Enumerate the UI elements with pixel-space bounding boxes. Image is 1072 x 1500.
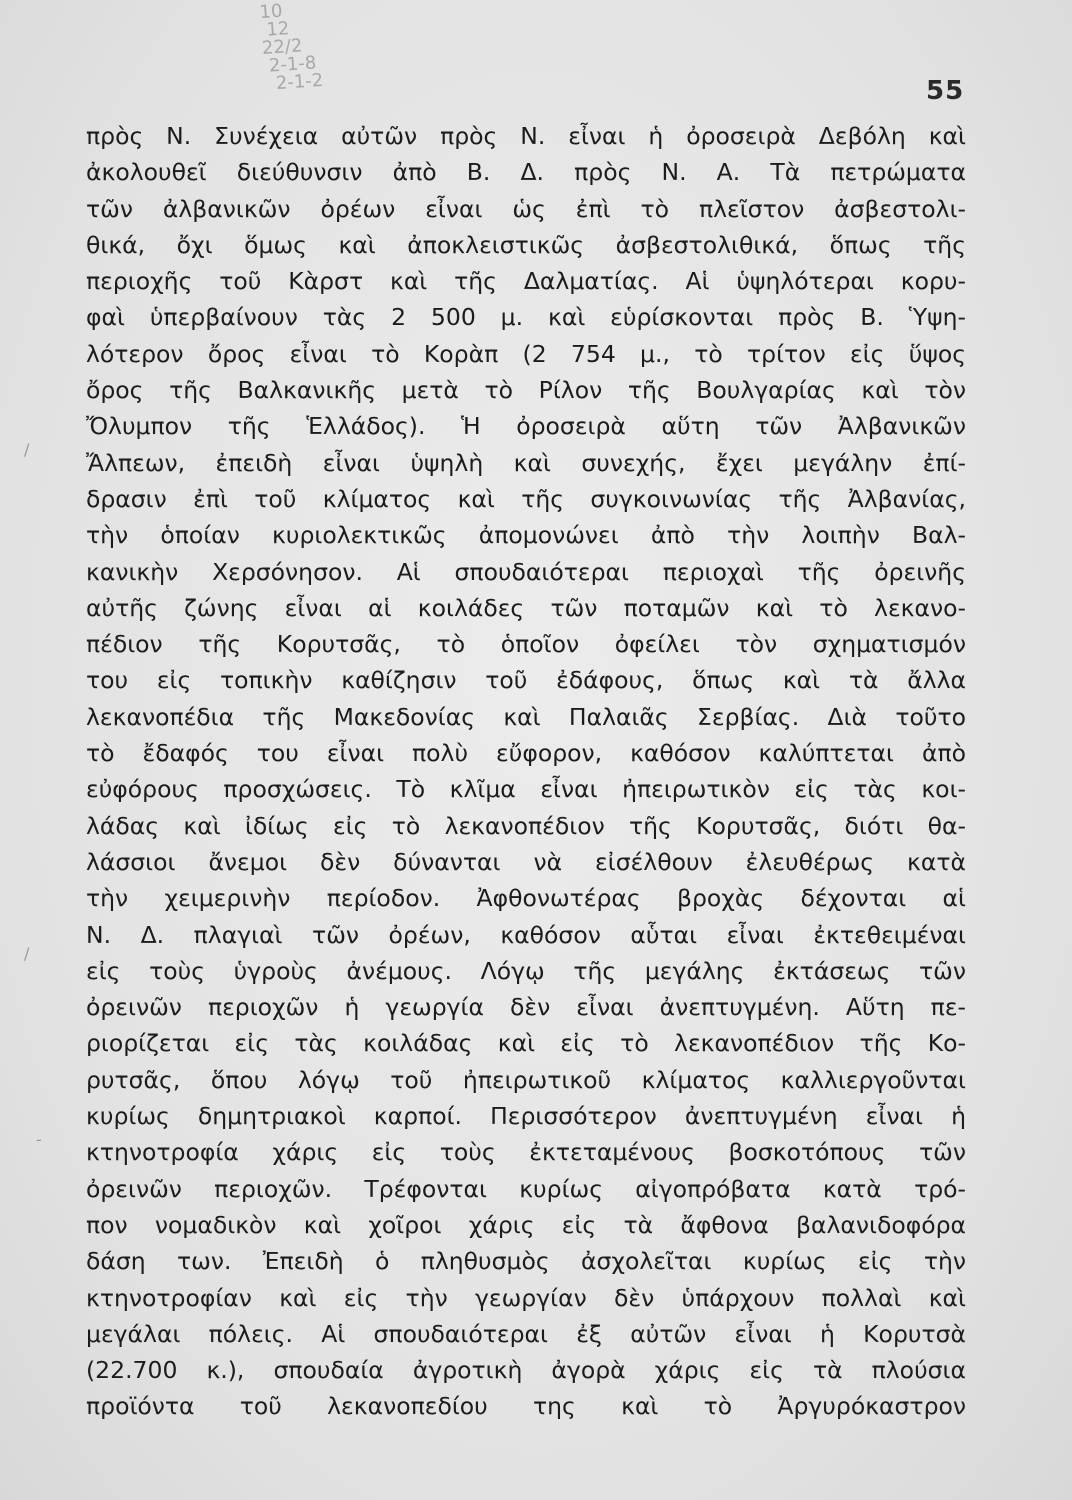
text-line: δάση των. Ἐπειδὴ ὁ πληθυσμὸς ἀσχολεῖται κυρίως εἰς τὴν <box>86 1247 966 1276</box>
text-line: τὴν χειμερινὴν περίοδον. Ἀφθονωτέρας βροχὰς δέχονται αἱ <box>86 884 966 913</box>
text-line: τὴν ὁποίαν κυριολεκτικῶς ἀπομονώνει ἀπὸ τὴν λοιπὴν Βαλ- <box>86 521 966 550</box>
text-line: κτηνοτροφίαν καὶ εἰς τὴν γεωργίαν δὲν ὑπάρχουν πολλαὶ καὶ <box>86 1283 966 1312</box>
text-line: προϊόντα τοῦ λεκανοπεδίου της καὶ τὸ Ἀργυρόκαστρον <box>86 1392 966 1421</box>
text-line: τῶν ἀλβανικῶν ὀρέων εἶναι ὡς ἐπὶ τὸ πλεῖστον ἀσβεστολι- <box>86 194 966 223</box>
text-line: ριορίζεται εἰς τὰς κοιλάδας καὶ εἰς τὸ λεκανοπέδιον τῆς Κο- <box>86 1029 966 1058</box>
text-line: κτηνοτροφία χάρις εἰς τοὺς ἐκτεταμένους βοσκοτόπους τῶν <box>86 1138 966 1167</box>
body-text <box>86 118 966 1425</box>
margin-mark: / <box>24 440 30 459</box>
text-line: ὄρος τῆς Βαλκανικῆς μετὰ τὸ Ρίλον τῆς Βουλγαρίας καὶ τὸν <box>86 376 966 405</box>
text-line: φαὶ ὑπερβαίνουν τὰς 2 500 μ. καὶ εὑρίσκονται πρὸς Β. Ὑψη- <box>86 303 966 332</box>
text-line: κυρίως δημητριακοὶ καρποί. Περισσότερον ἀνεπτυγμένη εἶναι ἡ <box>86 1102 966 1131</box>
text-line: Ὄλυμπον τῆς Ἑλλάδος). Ἡ ὀροσειρὰ αὕτη τῶν Ἀλβανικῶν <box>86 412 966 441</box>
text-line: εἰς τοὺς ὑγροὺς ἀνέμους. Λόγῳ τῆς μεγάλης ἐκτάσεως τῶν <box>86 956 966 985</box>
text-line: δρασιν ἐπὶ τοῦ κλίματος καὶ τῆς συγκοινωνίας τῆς Ἀλβανίας, <box>86 484 966 513</box>
text-line: τὸ ἔδαφός του εἶναι πολὺ εὔφορον, καθόσον καλύπτεται ἀπὸ <box>86 739 966 768</box>
text-line: του εἰς τοπικὴν καθίζησιν τοῦ ἐδάφους, ὅπως καὶ τὰ ἄλλα <box>86 666 966 695</box>
text-line: λάσσιοι ἄνεμοι δὲν δύνανται νὰ εἰσέλθουν ἐλευθέρως κατὰ <box>86 847 966 876</box>
text-line: περιοχῆς τοῦ Κὰρστ καὶ τῆς Δαλματίας. Αἱ ὑψηλότεραι κορυ- <box>86 267 966 296</box>
text-line: αὐτῆς ζώνης εἶναι αἱ κοιλάδες τῶν ποταμῶν καὶ τὸ λεκανο- <box>86 593 966 622</box>
page-number: 55 <box>926 76 965 106</box>
text-line: (22.700 κ.), σπουδαία ἀγροτικὴ ἀγορὰ χάρις εἰς τὰ πλούσια <box>86 1356 966 1385</box>
text-line: πέδιον τῆς Κορυτσᾶς, τὸ ὁποῖον ὀφείλει τὸν σχηματισμόν <box>86 630 966 659</box>
pencil-annotation: 10 12 22/2 2-1-8 2-1-2 <box>258 0 324 95</box>
text-line: λότερον ὄρος εἶναι τὸ Κορὰπ (2 754 μ., τὸ τρίτον εἰς ὕψος <box>86 339 966 368</box>
text-line: κανικὴν Χερσόνησον. Αἱ σπουδαιότεραι περιοχαὶ τῆς ὀρεινῆς <box>86 557 966 586</box>
text-line: λάδας καὶ ἰδίως εἰς τὸ λεκανοπέδιον τῆς Κορυτσᾶς, διότι θα- <box>86 811 966 840</box>
text-line: Ἄλπεων, ἐπειδὴ εἶναι ὑψηλὴ καὶ συνεχής, ἔχει μεγάλην ἐπί- <box>86 448 966 477</box>
text-line: Ν. Δ. πλαγιαὶ τῶν ὀρέων, καθόσον αὗται εἶναι ἐκτεθειμέναι <box>86 920 966 949</box>
margin-mark: / <box>24 944 30 963</box>
text-line: ὀρεινῶν περιοχῶν ἡ γεωργία δὲν εἶναι ἀνεπτυγμένη. Αὕτη πε- <box>86 993 966 1022</box>
text-line: μεγάλαι πόλεις. Αἱ σπουδαιότεραι ἐξ αὐτῶν εἶναι ἡ Κορυτσὰ <box>86 1319 966 1348</box>
text-line: ρυτσᾶς, ὅπου λόγῳ τοῦ ἠπειρωτικοῦ κλίματος καλλιεργοῦνται <box>86 1065 966 1094</box>
text-line: εὐφόρους προσχώσεις. Τὸ κλῖμα εἶναι ἠπειρωτικὸν εἰς τὰς κοι- <box>86 775 966 804</box>
text-line: ὀρεινῶν περιοχῶν. Τρέφονται κυρίως αἰγοπρόβατα κατὰ τρό- <box>86 1174 966 1203</box>
text-line: πρὸς Ν. Συνέχεια αὐτῶν πρὸς Ν. εἶναι ἡ ὀροσειρὰ Δεβόλη καὶ <box>86 122 966 150</box>
text-line: πον νομαδικὸν καὶ χοῖροι χάρις εἰς τὰ ἄφθονα βαλανιδοφόρα <box>86 1210 966 1239</box>
margin-mark: - <box>36 1130 42 1149</box>
text-line: λεκανοπέδια τῆς Μακεδονίας καὶ Παλαιᾶς Σερβίας. Διὰ τοῦτο <box>86 702 966 731</box>
text-line: θικά, ὄχι ὅμως καὶ ἀποκλειστικῶς ἀσβεστολιθικά, ὅπως τῆς <box>86 230 966 259</box>
text-line: ἀκολουθεῖ διεύθυνσιν ἀπὸ Β. Δ. πρὸς Ν. Α. Τὰ πετρώματα <box>86 158 966 187</box>
